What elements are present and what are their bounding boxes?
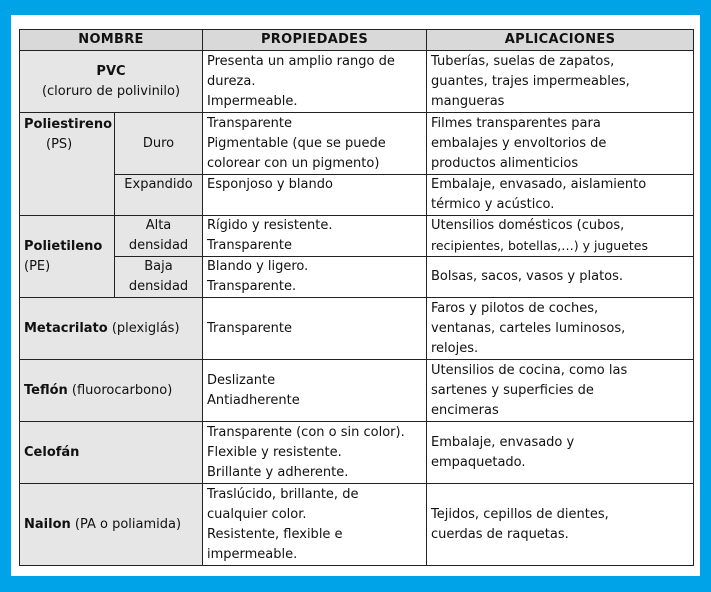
pe-baja-app-line: Bolsas, sacos, vasos y platos.: [431, 269, 624, 284]
pe-detail: (PE): [24, 258, 51, 274]
nailon-app-line: cuerdas de raquetas.: [431, 526, 569, 542]
header-row: [20, 30, 694, 51]
pvc-name: PVC: [96, 63, 126, 79]
pe-baja-label: [115, 257, 203, 298]
pvc-app-line: mangueras: [431, 93, 505, 109]
nailon-detail: (PA o poliamida): [74, 516, 182, 532]
pvc-prop-line: dureza.: [207, 73, 256, 89]
celofan-app-line: empaquetado.: [431, 454, 526, 470]
teflon-app-line: encimeras: [431, 402, 499, 418]
celofan-prop-line: Flexible y resistente.: [207, 444, 342, 460]
pvc-prop-line: Impermeable.: [207, 93, 298, 109]
nailon-apps: [427, 484, 694, 566]
metacrilato-apps: [427, 298, 694, 360]
celofan-name: Celofán: [24, 444, 80, 460]
metacrilato-detail: (plexiglás): [111, 320, 180, 336]
pe-name-cell: [20, 216, 115, 298]
nailon-props: [203, 484, 427, 566]
teflon-apps: [427, 360, 694, 422]
ps-expandido-app-line: térmico y acústico.: [431, 197, 555, 212]
pe-alta-label: [115, 216, 203, 257]
pe-baja-prop-line: Transparente.: [207, 279, 297, 294]
celofan-prop-line: Brillante y adherente.: [207, 464, 349, 480]
pvc-apps: [427, 51, 694, 113]
plastics-table: [19, 29, 694, 566]
table-row-ps-duro: [20, 113, 694, 175]
ps-duro-props: [203, 113, 427, 175]
nailon-prop-line: Traslúcido, brillante, de: [207, 486, 359, 502]
document-card: [11, 15, 700, 576]
header-propiedades: PROPIEDADES: [203, 30, 427, 51]
ps-duro-app-line: productos alimenticios: [431, 155, 579, 171]
table-row-ps-expandido: [20, 175, 694, 216]
ps-expandido-prop-line: Esponjoso y blando: [207, 177, 333, 192]
ps-duro-app-line: Filmes transparentes para: [431, 115, 601, 131]
nailon-prop-line: Resistente, flexible e: [207, 526, 343, 542]
table-row-nailon: [20, 484, 694, 566]
ps-duro-prop-line: colorear con un pigmento): [207, 155, 380, 171]
teflon-app-line: sartenes y superficies de: [431, 382, 594, 398]
ps-expandido-props: [203, 175, 427, 216]
nailon-name-cell: [20, 484, 203, 566]
celofan-prop-line: Transparente (con o sin color).: [207, 424, 405, 440]
celofan-props: [203, 422, 427, 484]
pe-name: Polietileno: [24, 238, 103, 254]
metacrilato-prop-line: Transparente: [207, 320, 292, 336]
table-row-metacrilato: [20, 298, 694, 360]
ps-expandido-app-line: Embalaje, envasado, aislamiento: [431, 177, 647, 192]
ps-duro-prop-line: Transparente: [207, 115, 292, 131]
ps-expandido-apps: [427, 175, 694, 216]
pe-alta-label-line: densidad: [128, 238, 189, 253]
ps-duro-label: Duro: [115, 113, 203, 175]
table-row-celofan: [20, 422, 694, 484]
pvc-app-line: guantes, trajes impermeables,: [431, 73, 630, 89]
nailon-prop-line: cualquier color.: [207, 506, 307, 522]
table-row-pvc: [20, 51, 694, 113]
celofan-app-line: Embalaje, envasado y: [431, 434, 575, 450]
teflon-app-line: Utensilios de cocina, como las: [431, 362, 628, 378]
nailon-name: Nailon: [24, 516, 71, 532]
pe-baja-label-line: densidad: [128, 279, 189, 294]
pvc-app-line: Tuberías, suelas de zapatos,: [431, 53, 615, 69]
celofan-apps: [427, 422, 694, 484]
nailon-prop-line: impermeable.: [207, 546, 298, 562]
pe-alta-app-line: recipientes, botellas,…) y juguetes: [431, 238, 649, 253]
celofan-name-cell: [20, 422, 203, 484]
metacrilato-app-line: relojes.: [431, 340, 479, 356]
pe-baja-label-line: Baja: [144, 259, 173, 274]
metacrilato-name: Metacrilato: [24, 320, 108, 336]
pe-baja-props: [203, 257, 427, 298]
teflon-name: Teflón: [24, 382, 68, 398]
table-row-teflon: [20, 360, 694, 422]
teflon-prop-line: Antiadherente: [207, 392, 300, 408]
teflon-props: [203, 360, 427, 422]
teflon-detail: (fluorocarbono): [71, 382, 173, 398]
ps-duro-apps: [427, 113, 694, 175]
metacrilato-name-cell: [20, 298, 203, 360]
pe-baja-apps: [427, 257, 694, 298]
pe-alta-apps: [427, 216, 694, 257]
pe-alta-prop-line: Rígido y resistente.: [207, 218, 333, 233]
table-row-pe-baja: [20, 257, 694, 298]
pvc-props: [203, 51, 427, 113]
metacrilato-app-line: Faros y pilotos de coches,: [431, 300, 599, 316]
ps-duro-prop-line: Pigmentable (que se puede: [207, 135, 386, 151]
header-nombre: NOMBRE: [20, 30, 203, 51]
pe-alta-props: [203, 216, 427, 257]
ps-expandido-label: Expandido: [115, 175, 203, 216]
metacrilato-props: [203, 298, 427, 360]
ps-name-cell: [20, 113, 115, 216]
pvc-detail: (cloruro de polivinilo): [41, 83, 181, 99]
pe-alta-prop-line: Transparente: [207, 238, 292, 253]
ps-detail: (PS): [46, 137, 73, 152]
table-row-pe-alta: [20, 216, 694, 257]
pvc-prop-line: Presenta un amplio rango de: [207, 53, 395, 69]
teflon-prop-line: Deslizante: [207, 372, 276, 388]
pvc-name-cell: [20, 51, 203, 113]
nailon-app-line: Tejidos, cepillos de dientes,: [431, 506, 609, 522]
metacrilato-app-line: ventanas, carteles luminosos,: [431, 320, 626, 336]
teflon-name-cell: [20, 360, 203, 422]
pe-alta-label-line: Alta: [145, 218, 172, 233]
pe-alta-app-line: Utensilios domésticos (cubos,: [431, 218, 625, 233]
pe-baja-prop-line: Blando y ligero.: [207, 259, 309, 274]
ps-name: Poliestireno: [24, 117, 113, 132]
header-aplicaciones: APLICACIONES: [427, 30, 694, 51]
ps-duro-app-line: embalajes y envoltorios de: [431, 135, 607, 151]
